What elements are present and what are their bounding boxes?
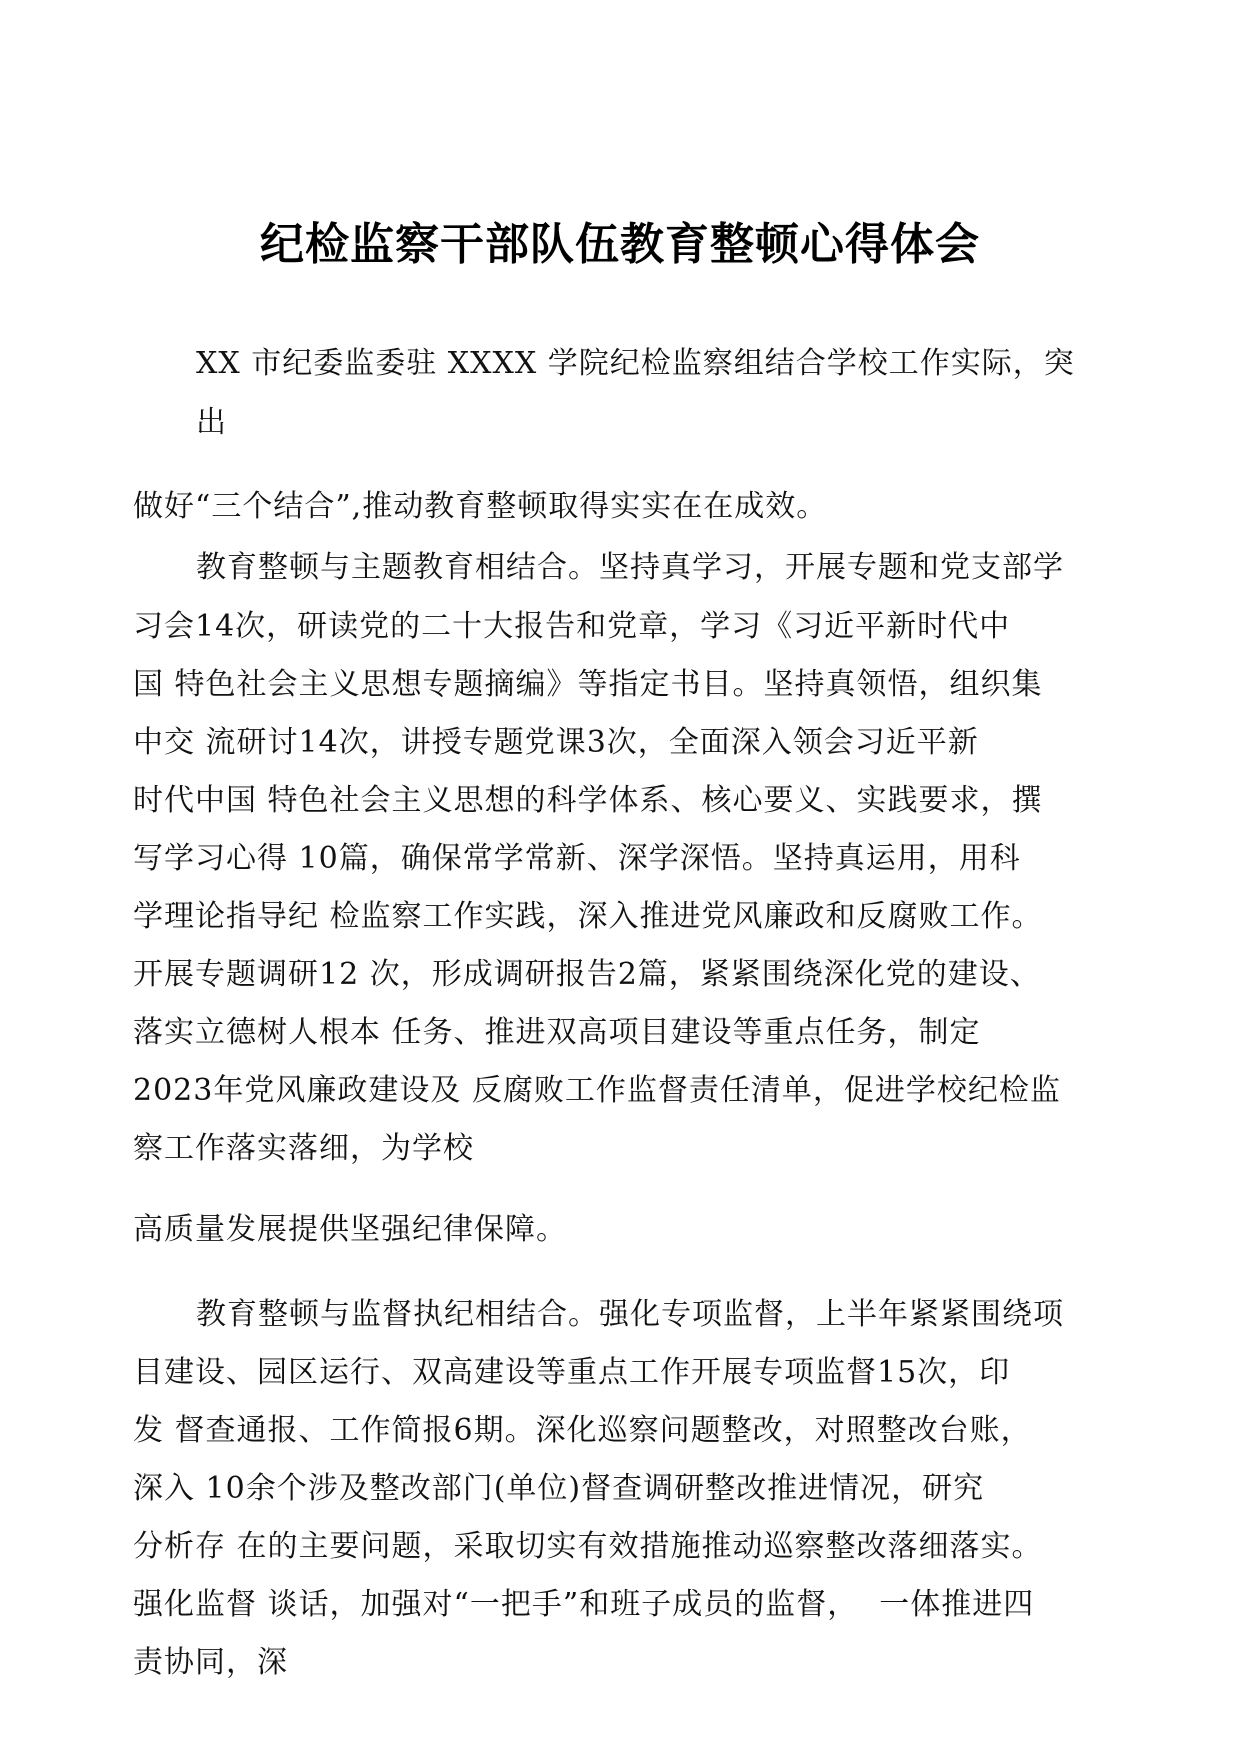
text-line: 做好“三个结合”,推动教育整顿取得实实在在成效。 [133, 489, 828, 524]
text-line: 学理论指导纪 检监察工作实践，深入推进党风廉政和反腐败工作。 [133, 899, 1043, 934]
text-line: 时代中国 特色社会主义思想的科学体系、核心要义、实践要求，撰 [133, 783, 1043, 818]
text-line: 深入 10余个涉及整改部门(单位)督查调研整改推进情况，研究 [133, 1471, 985, 1506]
text-line: 教育整顿与监督执纪相结合。强化专项监督，上半年紧紧围绕项 [196, 1297, 1064, 1332]
text-line: 国 特色社会主义思想专题摘编》等指定书目。坚持真领悟，组织集 [133, 667, 1043, 702]
text-line: 2023年党风廉政建设及 反腐败工作监督责任清单，促进学校纪检监 [133, 1073, 1061, 1108]
text-line: 写学习心得 10篇，确保常学常新、深学深悟。坚持真运用，用科 [133, 841, 1021, 876]
text-line: 落实立德树人根本 任务、推进双高项目建设等重点任务，制定 [133, 1015, 981, 1050]
text-line: 分析存 在的主要问题，采取切实有效措施推动巡察整改落细落实。 [133, 1529, 1043, 1564]
text-line: 察工作落实落细，为学校 [133, 1131, 474, 1166]
text-line: 习会14次，研读党的二十大报告和党章，学习《习近平新时代中 [133, 609, 1011, 644]
document-title: 纪检监察干部队伍教育整顿心得体会 [260, 219, 980, 270]
text-line: 中交 流研讨14次，讲授专题党课3次，全面深入领会习近平新 [133, 725, 979, 760]
text-line: 教育整顿与主题教育相结合。坚持真学习，开展专题和党支部学 [196, 550, 1064, 585]
text-line: 出 [196, 405, 227, 440]
text-line: 发 督查通报、工作简报6期。深化巡察问题整改，对照整改台账， [133, 1413, 1032, 1448]
text-line: 目建设、园区运行、双高建设等重点工作开展专项监督15次，印 [133, 1355, 1011, 1390]
text-line: 高质量发展提供坚强纪律保障。 [133, 1212, 567, 1247]
text-line: 开展专题调研12 次，形成调研报告2篇，紧紧围绕深化党的建设、 [133, 957, 1041, 992]
text-line: 强化监督 谈话，加强对“一把手”和班子成员的监督， 一体推进四 [133, 1587, 1035, 1622]
text-line: XX 市纪委监委驻 XXXX 学院纪检监察组结合学校工作实际，突 [196, 346, 1075, 381]
text-line: 责协同，深 [133, 1645, 288, 1680]
